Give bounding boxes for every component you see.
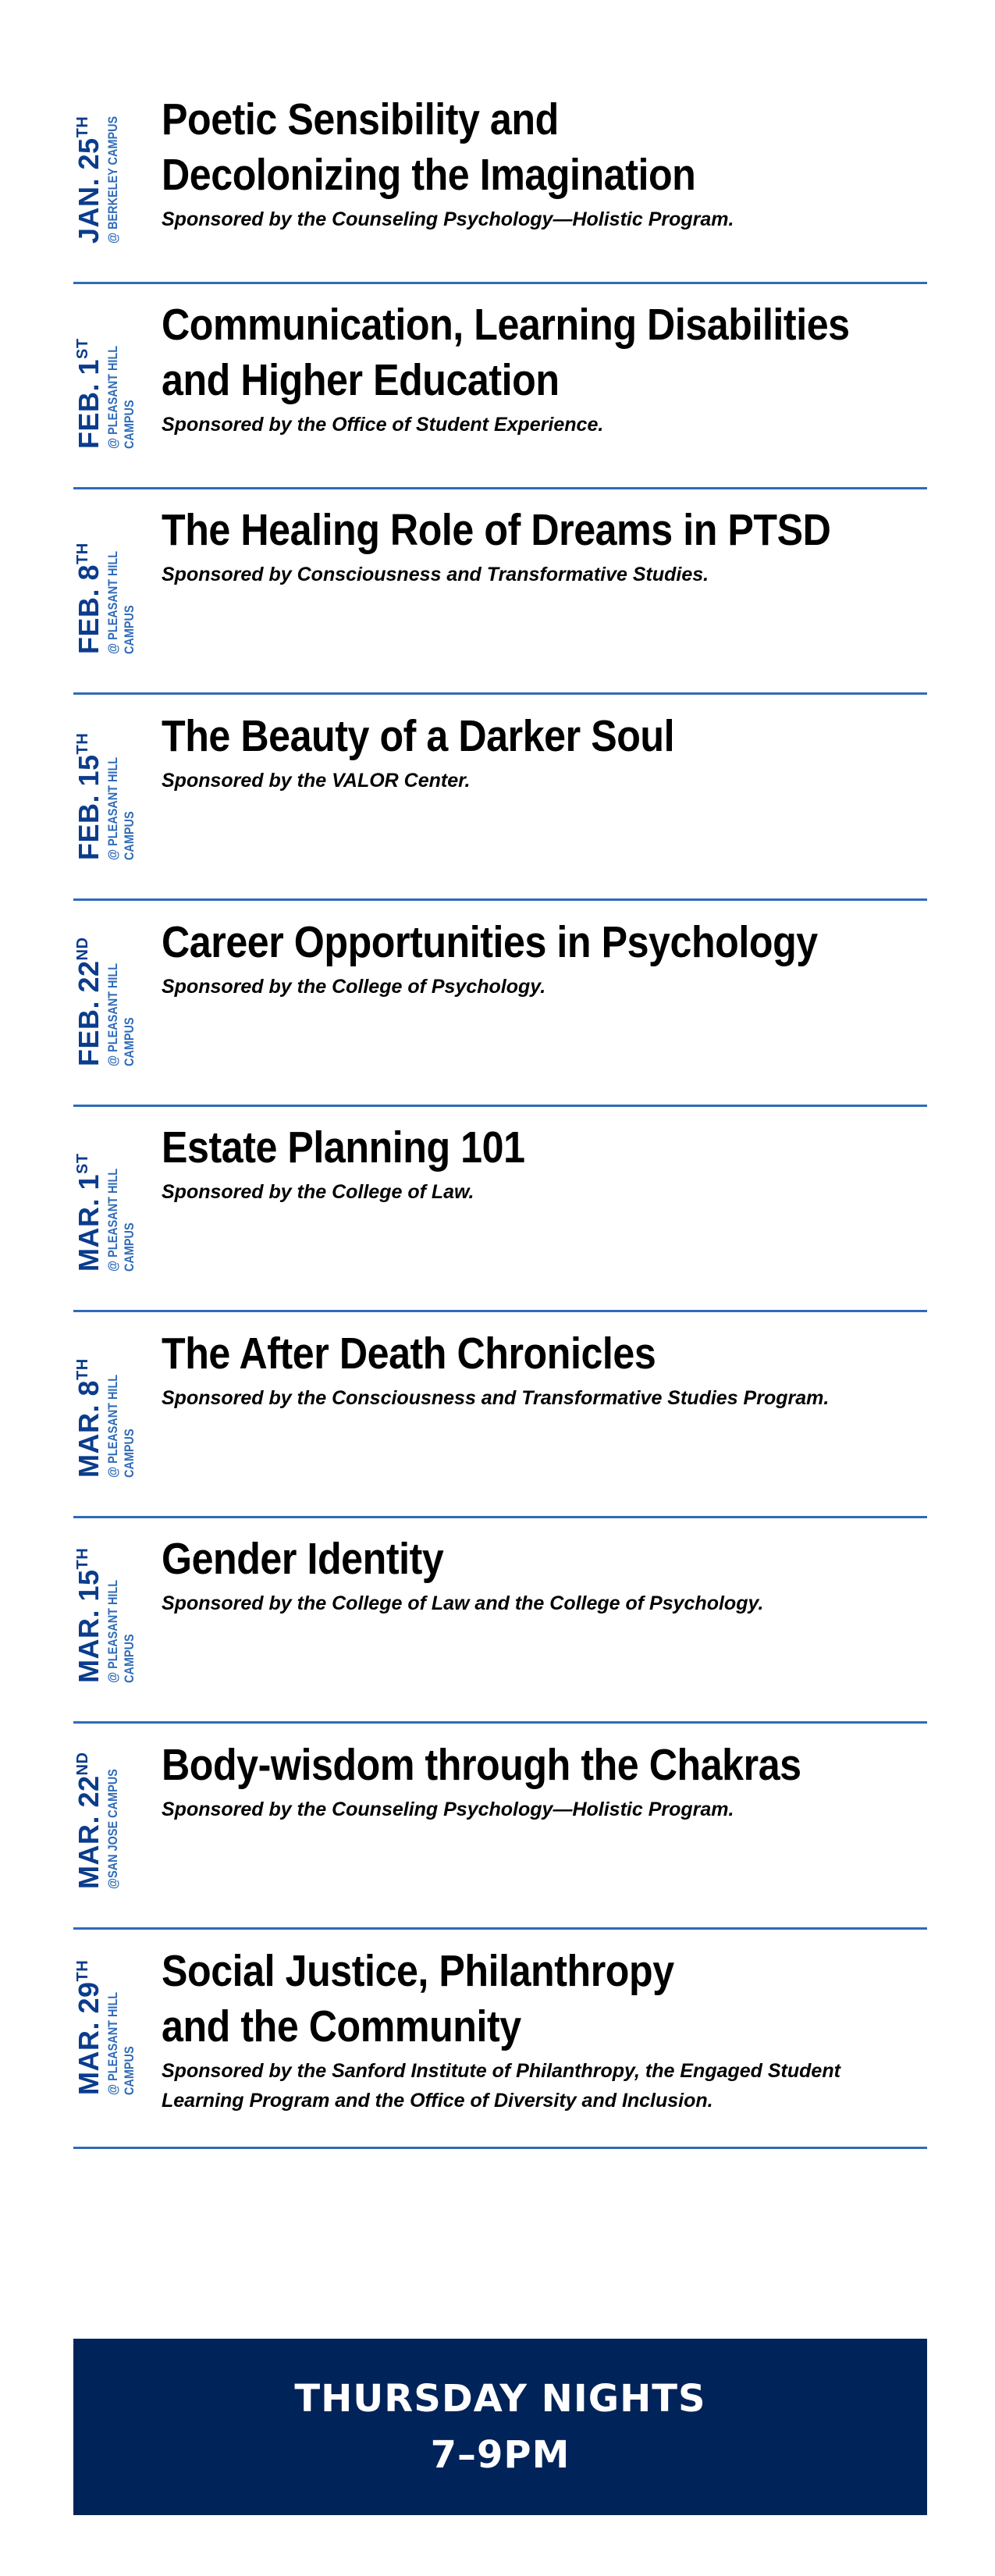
event-date-text: MAR. 22 — [73, 1775, 105, 1889]
event-campus: @SAN JOSE CAMPUS — [105, 1769, 120, 1889]
event-date-text: MAR. 8 — [73, 1379, 105, 1478]
event-item — [73, 91, 927, 284]
event-date-text: FEB. 22 — [73, 960, 105, 1066]
event-date — [73, 94, 105, 244]
event-date-block — [73, 733, 137, 860]
event-sponsor: Sponsored by the College of Psychology. — [162, 976, 546, 998]
event-date — [73, 1548, 105, 1683]
event-date-block — [73, 1548, 137, 1683]
event-item — [73, 1325, 927, 1518]
event-title: Gender Identity — [162, 1534, 444, 1584]
event-date-block — [73, 533, 137, 654]
event-sponsor: Sponsored by the VALOR Center. — [162, 770, 471, 792]
event-content — [162, 915, 934, 1002]
event-title: The Beauty of a Darker Soul — [162, 711, 675, 761]
event-date-suffix: TH — [74, 543, 91, 564]
event-date-suffix: TH — [74, 1547, 91, 1570]
event-item — [73, 913, 927, 1107]
event-content — [162, 503, 934, 589]
event-date — [73, 1151, 105, 1272]
event-date-suffix: TH — [74, 116, 91, 138]
event-date — [73, 938, 105, 1066]
event-date-block — [73, 94, 121, 244]
event-date — [73, 1960, 105, 2095]
event-content — [162, 1326, 934, 1413]
event-sponsor: Sponsored by the Sanford Institute of Philanthropy, the Engaged Student Learning Program and the Office of Diversity and Inclusion. — [162, 2060, 840, 2112]
footer-day: THURSDAY NIGHTS — [294, 2377, 706, 2421]
footer-time: 7–9PM — [430, 2433, 570, 2477]
event-date-block — [73, 938, 137, 1066]
event-title: Social Justice, Philanthropy and the Community — [162, 1946, 674, 2051]
event-sponsor: Sponsored by the College of Law. — [162, 1181, 474, 1203]
event-item — [73, 1942, 927, 2149]
event-date-suffix: TH — [74, 1959, 91, 1982]
event-date-suffix: TH — [74, 1358, 91, 1380]
event-title: Body-wisdom through the Chakras — [162, 1740, 801, 1790]
event-campus: @ PLEASANT HILL CAMPUS — [105, 1168, 137, 1272]
event-item — [73, 707, 927, 901]
event-date-text: FEB. 8 — [73, 564, 105, 654]
event-content — [162, 1532, 934, 1618]
event-date-block — [73, 1151, 137, 1272]
event-sponsor: Sponsored by the Counseling Psychology—Holistic Program. — [162, 1799, 734, 1820]
event-content — [162, 297, 934, 439]
event-campus: @ PLEASANT HILL CAMPUS — [105, 962, 137, 1066]
event-campus: @ PLEASANT HILL CAMPUS — [105, 1374, 137, 1478]
event-sponsor: Sponsored by Consciousness and Transformative Studies. — [162, 564, 709, 585]
event-date-suffix: ND — [74, 1752, 91, 1776]
event-sponsor: Sponsored by the Office of Student Experience. — [162, 414, 604, 436]
event-date-block — [73, 1357, 137, 1478]
event-item — [73, 296, 927, 489]
event-content — [162, 1738, 934, 1824]
event-date-text: MAR. 15 — [73, 1569, 105, 1683]
event-content — [162, 92, 934, 234]
event-date-text: MAR. 29 — [73, 1981, 105, 2095]
event-date-block — [73, 1748, 121, 1889]
event-title: The Healing Role of Dreams in PTSD — [162, 505, 831, 555]
event-title: The After Death Chronicles — [162, 1329, 656, 1379]
event-content — [162, 1120, 934, 1207]
event-title: Estate Planning 101 — [162, 1123, 525, 1172]
event-sponsor: Sponsored by the College of Law and the College of Psychology. — [162, 1592, 764, 1614]
event-content — [162, 1944, 934, 2115]
event-date-suffix: ND — [74, 937, 91, 961]
event-date-text: MAR. 1 — [73, 1173, 105, 1272]
event-content — [162, 709, 934, 795]
event-date-suffix: ST — [74, 338, 91, 359]
event-campus: @ PLEASANT HILL CAMPUS — [105, 1991, 137, 2095]
event-title: Communication, Learning Disabilities and Higher Education — [162, 300, 850, 405]
event-item — [73, 501, 927, 695]
event-campus: @ PLEASANT HILL CAMPUS — [105, 345, 137, 449]
event-title: Poetic Sensibility and Decolonizing the Imagination — [162, 94, 696, 200]
event-campus: @ PLEASANT HILL CAMPUS — [105, 1579, 137, 1683]
event-item — [73, 1736, 927, 1930]
event-campus: @ PLEASANT HILL CAMPUS — [105, 550, 137, 654]
event-date — [73, 1748, 105, 1889]
event-date — [73, 533, 105, 654]
event-campus: @ BERKELEY CAMPUS — [105, 116, 120, 244]
event-item — [73, 1119, 927, 1312]
event-date — [73, 733, 105, 860]
event-campus: @ PLEASANT HILL CAMPUS — [105, 756, 137, 860]
event-date — [73, 328, 105, 449]
event-date-suffix: TH — [74, 732, 91, 755]
event-date-text: JAN. 25 — [73, 137, 105, 244]
event-title: Career Opportunities in Psychology — [162, 917, 818, 967]
event-date-text: FEB. 1 — [73, 358, 105, 449]
event-date-block — [73, 328, 137, 449]
event-sponsor: Sponsored by the Consciousness and Transformative Studies Program. — [162, 1387, 830, 1409]
event-date-block — [73, 1960, 137, 2095]
footer-banner — [73, 2339, 927, 2515]
event-sponsor: Sponsored by the Counseling Psychology—Holistic Program. — [162, 208, 734, 230]
event-date-text: FEB. 15 — [73, 754, 105, 860]
event-date — [73, 1357, 105, 1478]
event-item — [73, 1530, 927, 1724]
event-date-suffix: ST — [74, 1153, 91, 1174]
